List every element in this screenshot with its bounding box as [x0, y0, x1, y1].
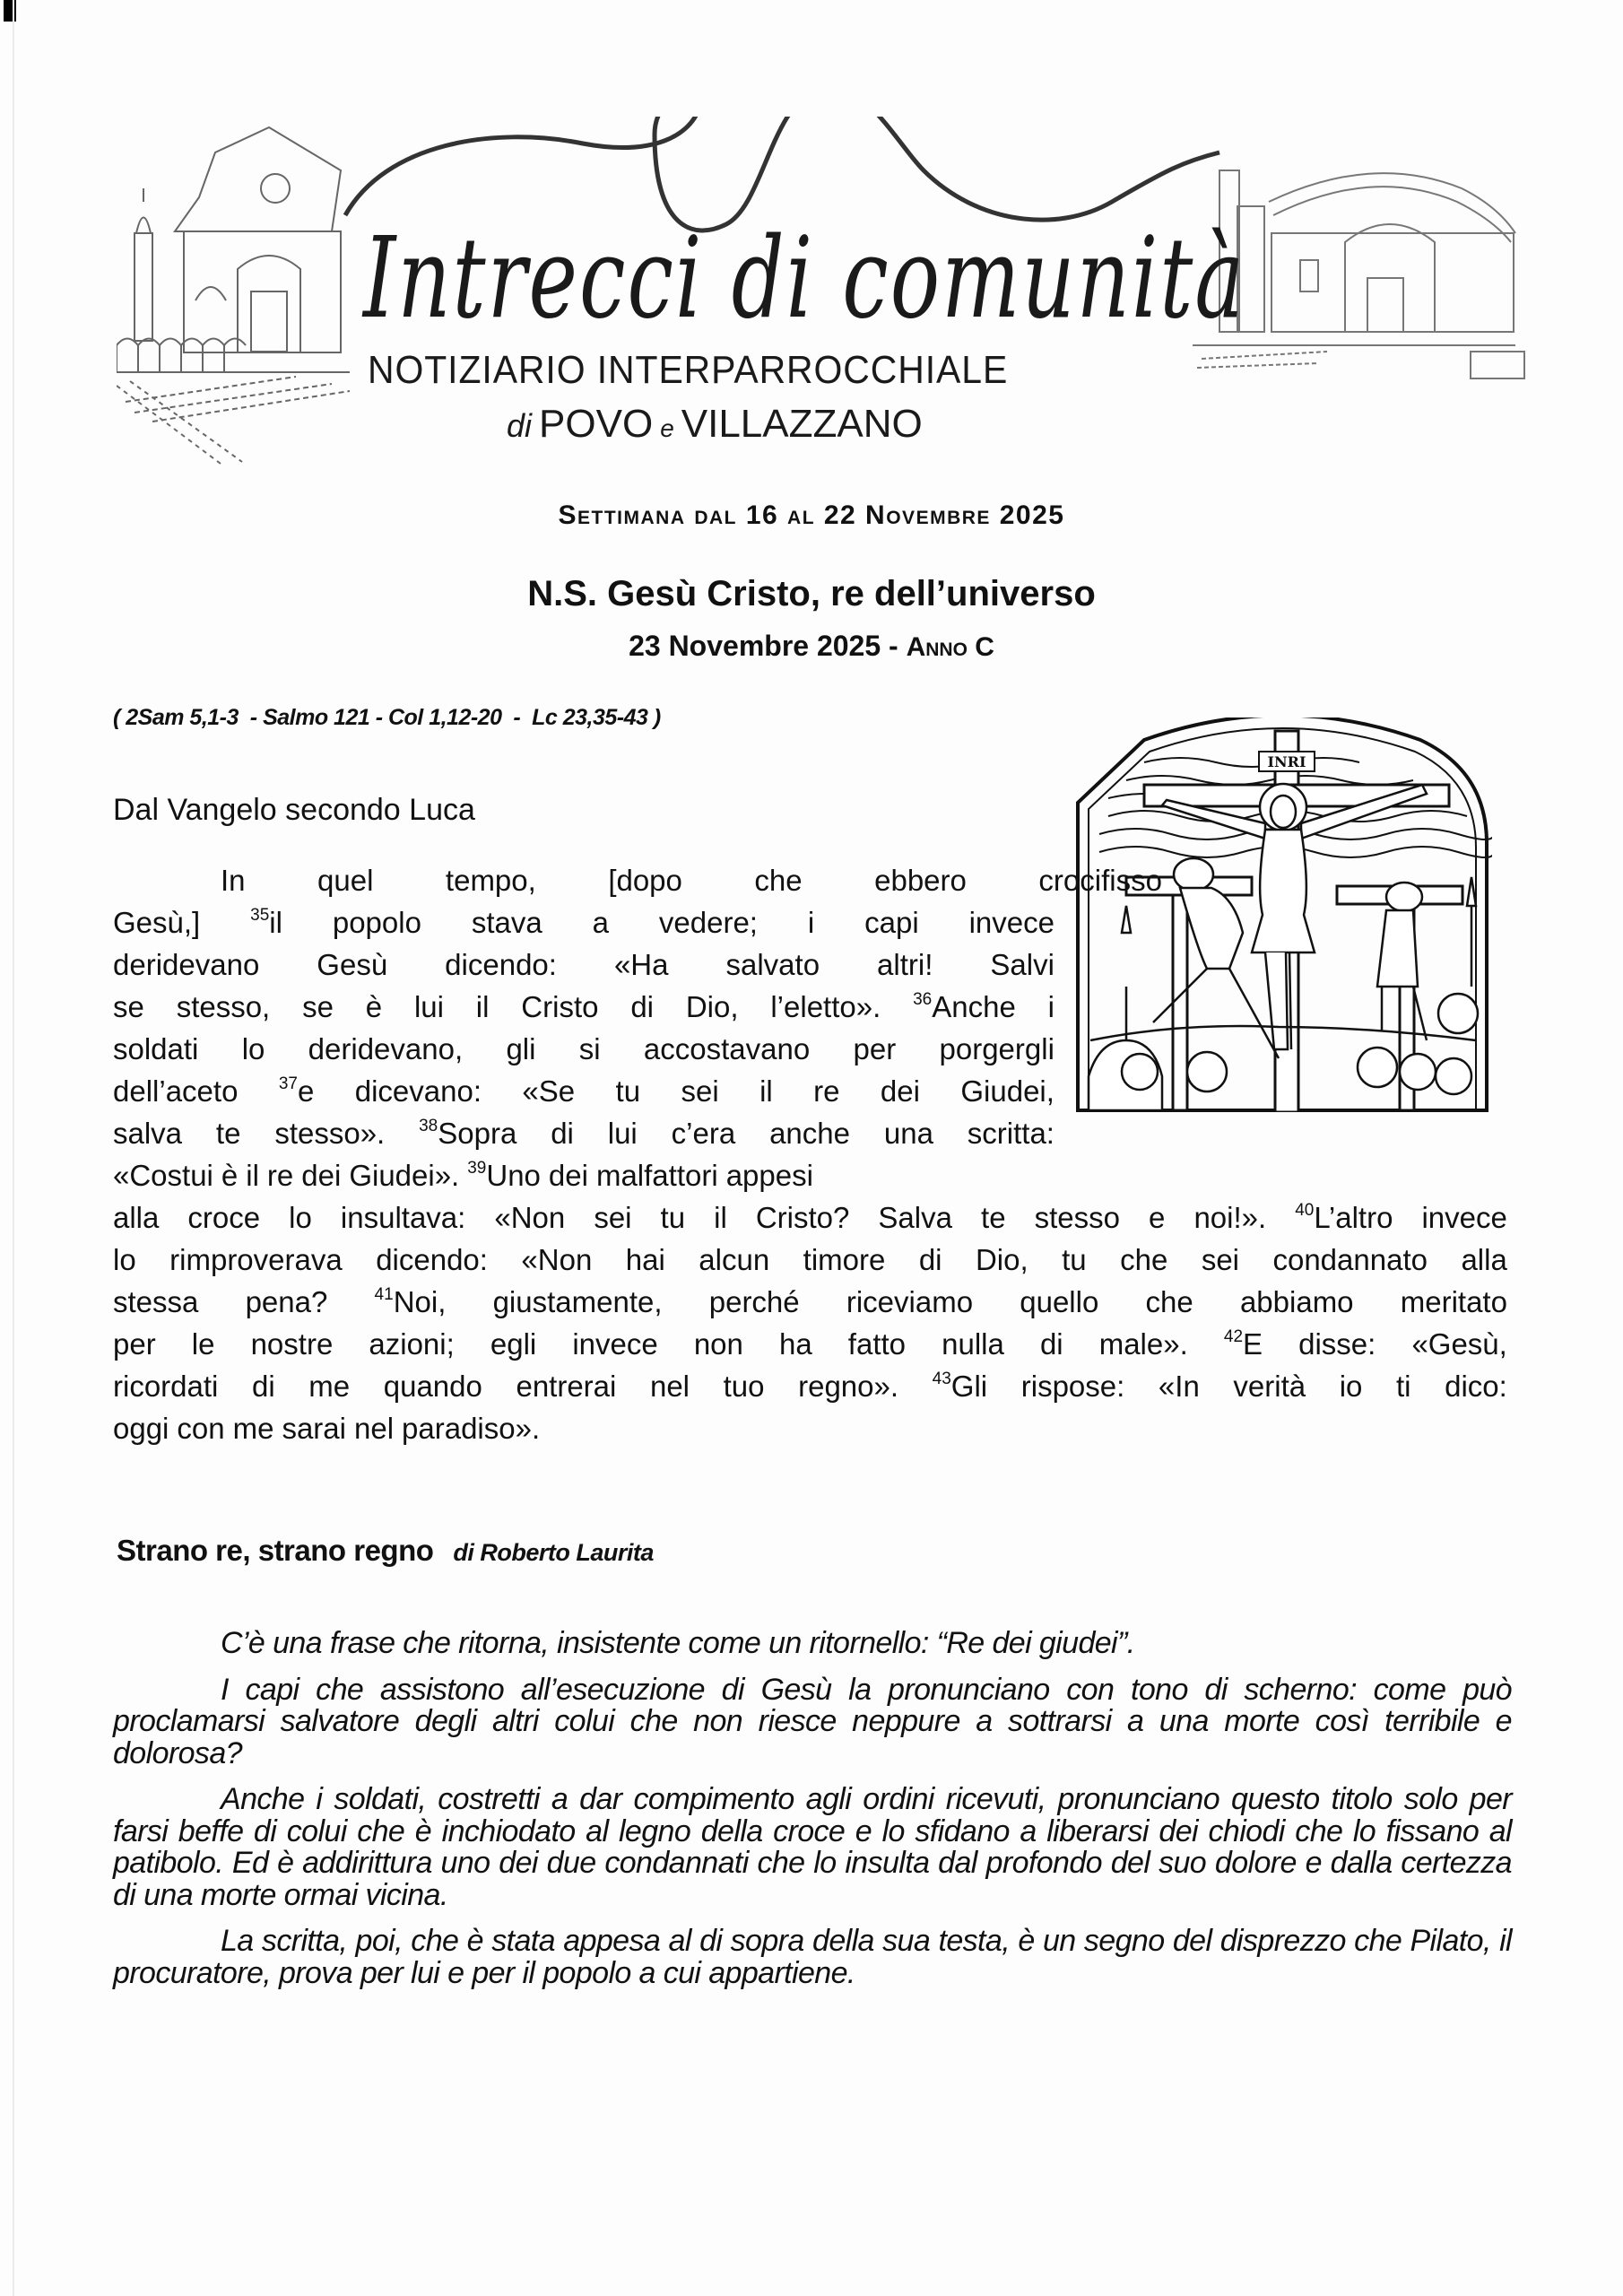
gospel-word: azioni;: [369, 1327, 455, 1361]
masthead-place-villazzano: VILLAZZANO: [681, 402, 923, 446]
gospel-word: riceviamo: [846, 1285, 974, 1318]
gospel-word: verità: [1233, 1370, 1306, 1403]
gospel-source: Dal Vangelo secondo Luca: [113, 793, 475, 827]
gospel-word: è: [365, 990, 383, 1023]
gospel-word: ricordati: [113, 1370, 219, 1403]
gospel-word: tu: [660, 1201, 686, 1234]
gospel-word: accostavano: [643, 1032, 811, 1065]
gospel-word: $^{35}$il: [250, 906, 282, 939]
gospel-word: crocifisso: [1038, 864, 1162, 897]
gospel-word: popolo: [332, 906, 421, 939]
verse-number: 36: [913, 990, 933, 1009]
gospel-line: [113, 901, 1055, 944]
verse-number: 37: [278, 1074, 298, 1093]
gospel-word: dicevano:: [354, 1074, 482, 1108]
gospel-word: sei: [1201, 1243, 1239, 1276]
gospel-word: pena?: [245, 1285, 328, 1318]
week-range: Settimana dal 16 al 22 Novembre 2025: [558, 500, 1065, 530]
gospel-word: gli: [506, 1032, 536, 1065]
gospel-word: se: [113, 990, 144, 1023]
gospel-word: croce: [187, 1201, 261, 1234]
gospel-word: il: [475, 990, 490, 1023]
gospel-word: «Costui: [113, 1159, 213, 1192]
gospel-word: noi!».: [1193, 1201, 1267, 1234]
gospel-word: vedere;: [658, 906, 758, 939]
gospel-text: [113, 859, 1507, 1449]
gospel-word: alcun: [699, 1243, 770, 1276]
masthead-place-povo: POVO: [539, 402, 654, 446]
gospel-word: ha: [778, 1327, 812, 1361]
gospel-word: ti: [1396, 1370, 1411, 1403]
gospel-word: malfattori: [595, 1159, 718, 1192]
gospel-word: Cristo: [521, 990, 599, 1023]
gospel-word: nel: [353, 1412, 395, 1445]
gospel-word: oggi: [113, 1412, 169, 1445]
gospel-word: sei: [681, 1074, 719, 1108]
gospel-word: re: [266, 1159, 294, 1192]
gospel-line: [113, 944, 1055, 986]
gospel-word: che: [754, 864, 803, 897]
gospel-word: di: [251, 1370, 275, 1403]
gospel-word: lo: [113, 1243, 136, 1276]
gospel-word: salvato: [725, 948, 820, 981]
gospel-word: di: [918, 1243, 942, 1276]
scripture-readings: ( 2Sam 5,1-3 - Salmo 121 - Col 1,12-20 - Lc 23,35-43 ): [113, 705, 661, 730]
gospel-line: [113, 1154, 1055, 1196]
gospel-word: Giudei».: [349, 1159, 460, 1192]
gospel-line: [113, 1407, 1507, 1449]
commentary-paragraph: C’è una frase che ritorna, insistente come un ritornello: “Re dei giudei”.: [221, 1626, 1135, 1660]
gospel-word: e: [1149, 1201, 1166, 1234]
gospel-word: quando: [383, 1370, 482, 1403]
gospel-word: me: [232, 1412, 274, 1445]
gospel-word: capi: [864, 906, 919, 939]
gospel-word: $^{42}$E: [1223, 1327, 1263, 1361]
gospel-word: sei: [594, 1201, 632, 1234]
gospel-word: Cristo?: [755, 1201, 850, 1234]
gospel-word: condannato: [1272, 1243, 1428, 1276]
gospel-word: dicendo:: [376, 1243, 488, 1276]
masthead-subtitle: NOTIZIARIO INTERPARROCCHIALE: [368, 348, 1009, 392]
gospel-word: ebbero: [874, 864, 967, 897]
gospel-line: [113, 1196, 1507, 1239]
gospel-word: In: [221, 864, 246, 897]
gospel-word: dicendo:: [445, 948, 557, 981]
gospel-word: i: [807, 906, 815, 939]
gospel-word: dei: [301, 1159, 342, 1192]
feast-date-text: 23 Novembre 2025 -: [629, 630, 898, 662]
gospel-word: «Gesù,: [1411, 1327, 1507, 1361]
commentary-body: [113, 1628, 1512, 2004]
gospel-word: Salva: [878, 1201, 952, 1234]
commentary-title: Strano re, strano regno: [117, 1534, 434, 1567]
gospel-word: nel: [649, 1370, 690, 1403]
gospel-word: tu: [615, 1074, 641, 1108]
gospel-word: con: [177, 1412, 225, 1445]
gospel-word: stesso».: [274, 1117, 386, 1150]
gospel-word: te: [215, 1117, 241, 1150]
commentary-author: di Roberto Laurita: [453, 1539, 654, 1566]
gospel-line: [113, 1365, 1507, 1407]
gospel-line: [113, 1112, 1055, 1154]
commentary-heading: [117, 1534, 654, 1568]
commentary-paragraph: La scritta, poi, che è stata appesa al di sopra della sua testa, è un segno del disprezzo che Pilato, il procuratore, prova per lui e per il popolo a cui appartiene.: [113, 1924, 1512, 1990]
gospel-word: le: [191, 1327, 215, 1361]
gospel-word: Dio,: [685, 990, 739, 1023]
gospel-word: di: [1039, 1327, 1063, 1361]
gospel-word: «Se: [522, 1074, 576, 1108]
gospel-word: stava: [471, 906, 542, 939]
gospel-word: hai: [625, 1243, 665, 1276]
gospel-word: che: [1145, 1285, 1193, 1318]
verse-number: 41: [374, 1285, 394, 1304]
verse-number: 39: [467, 1159, 487, 1178]
masthead-conjunction: e: [660, 414, 674, 442]
commentary-paragraph: I capi che assistono all’esecuzione di Gesù la pronunciano con tono di scherno: come può proclamarsi salvatore degli altri colui che non riesce neppure a sottrarsi a una morte così terribile e dolorosa?: [113, 1672, 1512, 1770]
gospel-word: il: [246, 1159, 259, 1192]
gospel-word: disse:: [1298, 1327, 1376, 1361]
gospel-word: per: [113, 1327, 156, 1361]
gospel-word: giustamente,: [492, 1285, 663, 1318]
gospel-word: alla: [113, 1201, 160, 1234]
gospel-word: paradiso».: [402, 1412, 541, 1445]
gospel-word: $^{40}$L’altro: [1295, 1201, 1393, 1234]
gospel-word: egli: [490, 1327, 537, 1361]
verse-number: 38: [419, 1117, 438, 1135]
gospel-word: c’era: [671, 1117, 736, 1150]
gospel-line: [113, 1239, 1507, 1281]
gospel-word: $^{43}$Gli: [932, 1370, 988, 1403]
gospel-word: dei: [548, 1159, 588, 1192]
gospel-word: tempo,: [445, 864, 536, 897]
gospel-word: nostre: [250, 1327, 334, 1361]
gospel-word: rimproverava: [169, 1243, 343, 1276]
scan-edge: [13, 0, 14, 2296]
gospel-word: $^{39}$Uno: [467, 1159, 541, 1192]
gospel-word: l’eletto».: [770, 990, 881, 1023]
feast-date: [0, 630, 1623, 663]
gospel-word: [dopo: [608, 864, 682, 897]
gospel-line: [113, 1028, 1055, 1070]
verse-number: 35: [250, 906, 270, 925]
verse-number: 42: [1223, 1327, 1244, 1346]
gospel-line: [113, 859, 1162, 901]
gospel-word: anche: [769, 1117, 850, 1150]
gospel-word: i: [1047, 990, 1055, 1023]
gospel-word: $^{41}$Noi,: [374, 1285, 447, 1318]
gospel-word: deridevano,: [308, 1032, 464, 1065]
gospel-word: dei: [880, 1074, 920, 1108]
gospel-word: te: [981, 1201, 1006, 1234]
gospel-word: abbiamo: [1239, 1285, 1354, 1318]
gospel-word: entrerai: [516, 1370, 617, 1403]
gospel-line: [113, 986, 1055, 1028]
masthead-parishes: [507, 402, 923, 447]
gospel-word: Dio,: [975, 1243, 1028, 1276]
gospel-word: invece: [1421, 1201, 1507, 1234]
gospel-word: soldati: [113, 1032, 199, 1065]
gospel-word: il: [714, 1201, 727, 1234]
liturgical-year: Anno C: [906, 632, 994, 662]
gospel-word: «Ha: [613, 948, 669, 981]
gospel-word: si: [578, 1032, 601, 1065]
gospel-word: quello: [1020, 1285, 1099, 1318]
gospel-word: porgergli: [939, 1032, 1055, 1065]
gospel-word: quel: [317, 864, 374, 897]
gospel-word: male».: [1098, 1327, 1188, 1361]
gospel-word: di: [630, 990, 654, 1023]
gospel-word: che: [1120, 1243, 1168, 1276]
left-church-drawing: [117, 127, 350, 466]
gospel-word: per: [853, 1032, 897, 1065]
commentary-paragraph: Anche i soldati, costretti a dar compimento agli ordini ricevuti, pronunciano questo titolo solo per farsi beffe di colui che è inchiodato al legno della croce e lo sfidano a liberarsi dei chiodi che lo fissano al patibolo. Ed è addirittura uno dei due condannati che lo insulta dal profondo del suo dolore e dalla certezza di una morte ormai vicina.: [113, 1782, 1512, 1912]
gospel-word: Gesù: [317, 948, 388, 981]
gospel-word: «In: [1158, 1370, 1200, 1403]
gospel-word: Giudei,: [960, 1074, 1055, 1108]
gospel-word: non: [693, 1327, 743, 1361]
verse-number: 43: [932, 1370, 951, 1388]
gospel-word: il: [759, 1074, 773, 1108]
gospel-word: Salvi: [990, 948, 1055, 981]
verse-number: 40: [1295, 1201, 1315, 1220]
gospel-word: lo: [289, 1201, 312, 1234]
gospel-word: alla: [1461, 1243, 1507, 1276]
gospel-word: «Non: [521, 1243, 593, 1276]
gospel-word: $^{36}$Anche: [913, 990, 1016, 1023]
gospel-word: scritta:: [967, 1117, 1055, 1150]
gospel-word: me: [308, 1370, 351, 1403]
gospel-line: [113, 1323, 1507, 1365]
gospel-word: dell’aceto: [113, 1074, 239, 1108]
gospel-word: deridevano: [113, 948, 260, 981]
gospel-word: invece: [968, 906, 1055, 939]
gospel-word: stesso,: [176, 990, 271, 1023]
feast-title: N.S. Gesù Cristo, re dell’universo: [527, 574, 1096, 613]
gospel-line: [113, 1070, 1055, 1112]
gospel-word: rispose:: [1020, 1370, 1125, 1403]
gospel-word: tuo: [723, 1370, 765, 1403]
gospel-word: regno».: [798, 1370, 899, 1403]
gospel-word: una: [883, 1117, 933, 1150]
masthead-di: di: [507, 407, 533, 444]
gospel-word: $^{37}$e: [278, 1074, 315, 1108]
gospel-word: a: [592, 906, 609, 939]
gospel-word: stesso: [1034, 1201, 1120, 1234]
gospel-line: [113, 1281, 1507, 1323]
gospel-word: meritato: [1400, 1285, 1507, 1318]
gospel-word: insultava:: [340, 1201, 466, 1234]
masthead: [117, 117, 1533, 493]
gospel-word: lui: [413, 990, 444, 1023]
gospel-word: stessa: [113, 1285, 199, 1318]
gospel-word: Gesù,]: [113, 906, 201, 939]
gospel-word: invece: [572, 1327, 658, 1361]
gospel-word: $^{38}$Sopra: [419, 1117, 517, 1150]
gospel-word: lui: [607, 1117, 638, 1150]
gospel-word: «Non: [494, 1201, 566, 1234]
gospel-word: è: [221, 1159, 239, 1192]
gospel-word: dico:: [1445, 1370, 1507, 1403]
gospel-word: re: [813, 1074, 840, 1108]
gospel-word: perché: [708, 1285, 800, 1318]
gospel-word: io: [1339, 1370, 1363, 1403]
titulus: [1259, 752, 1315, 771]
gospel-word: tu: [1062, 1243, 1087, 1276]
masthead-title: Intrecci di comunità: [363, 213, 1246, 344]
gospel-word: nulla: [942, 1327, 1004, 1361]
gospel-word: salva: [113, 1117, 183, 1150]
gospel-word: di: [551, 1117, 574, 1150]
gospel-word: appesi: [725, 1159, 813, 1192]
gospel-word: fatto: [847, 1327, 907, 1361]
gospel-word: altri!: [877, 948, 933, 981]
gospel-word: lo: [241, 1032, 265, 1065]
inri-inscription: INRI: [1267, 753, 1306, 770]
gospel-word: sarai: [282, 1412, 346, 1445]
gospel-word: timore: [803, 1243, 886, 1276]
gospel-word: se: [302, 990, 334, 1023]
